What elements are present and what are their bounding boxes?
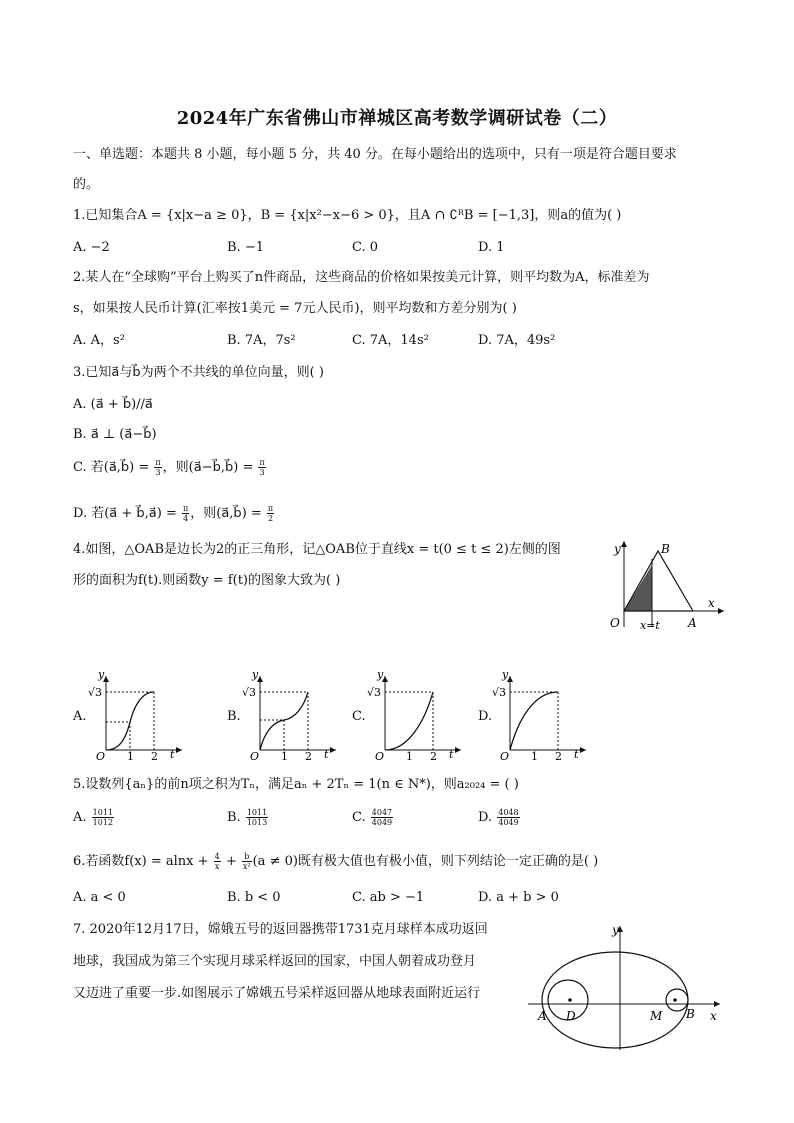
fraction-pi-3: $\frac{\pi}{3}$	[155, 458, 161, 477]
q1-option-b[interactable]: B. −1	[227, 240, 264, 255]
question-7-stem: 7. 2020年12月17日，嫦娥五号的返回器携带1731克月球样本成功返回	[73, 922, 488, 937]
q4-graph-d[interactable]	[490, 670, 590, 760]
q3-d-middle: ，则(a⃗,b⃗) =	[190, 506, 266, 521]
svg-text:O: O	[500, 750, 510, 760]
q3-option-d[interactable]	[73, 504, 275, 523]
moon-circle	[666, 989, 688, 1011]
q3-option-c[interactable]	[73, 458, 267, 477]
question-4-stem: 4.如图，△OAB是边长为2的正三角形，记△OAB位于直线x = t(0 ≤ t ≤ 2)左侧的图	[73, 542, 561, 557]
question-2-stem: 2.某人在“全球购”平台上购买了n件商品，这些商品的价格如果按美元计算，则平均数为A，标准差为	[73, 270, 650, 285]
svg-text:1: 1	[127, 750, 134, 760]
q4-option-a-label[interactable]: A.	[73, 709, 87, 724]
q4-option-c-label[interactable]: C.	[352, 709, 366, 724]
q1-option-d[interactable]: D. 1	[478, 240, 505, 255]
svg-text:y: y	[612, 923, 619, 937]
triangle-figure	[600, 535, 730, 635]
svg-text:M: M	[650, 1009, 663, 1023]
page-title: 2024年广东省佛山市禅城区高考数学调研试卷（二）	[176, 108, 618, 129]
svg-text:O: O	[96, 750, 106, 760]
curve-a	[106, 692, 154, 750]
fig-y-label: y	[614, 542, 621, 556]
question-7-stem-cont: 地球，我国成为第三个实现月球采样返回的国家，中国人朝着成功登月	[73, 954, 477, 969]
svg-text:y: y	[98, 670, 105, 681]
fig-a-label: A	[688, 616, 697, 630]
fig-b-label: B	[661, 542, 670, 556]
svg-text:√3: √3	[367, 686, 382, 699]
svg-text:y: y	[377, 670, 384, 681]
svg-text:t: t	[170, 748, 175, 760]
x-arrow-icon	[718, 608, 724, 614]
q2-option-c[interactable]: C. 7A，14s²	[352, 333, 429, 348]
svg-text:y: y	[502, 670, 509, 681]
q3-c-middle: ，则(a⃗−b⃗,b⃗) =	[162, 460, 258, 475]
section-instructions-cont: 的。	[73, 177, 100, 192]
question-2-stem-cont: s，如果按人民币计算(汇率按1美元 = 7元人民币)，则平均数和方差分别为( )	[73, 301, 517, 316]
svg-text:2: 2	[151, 750, 158, 760]
point-d	[568, 998, 572, 1002]
q1-option-c[interactable]: C. 0	[352, 240, 379, 255]
question-4-stem-cont: 形的面积为f(t).则函数y = f(t)的图象大致为( )	[73, 573, 341, 588]
svg-text:t: t	[449, 748, 454, 760]
question-3-stem: 3.已知a⃗与b⃗为两个不共线的单位向量，则( )	[73, 365, 324, 380]
svg-text:2: 2	[555, 750, 562, 760]
svg-text:O: O	[250, 750, 260, 760]
svg-text:1: 1	[531, 750, 538, 760]
svg-text:t: t	[324, 748, 329, 760]
svg-text:√3: √3	[492, 686, 507, 699]
q6-option-a[interactable]: A. a < 0	[73, 890, 126, 905]
q4-graph-b[interactable]	[240, 670, 340, 760]
svg-text:y: y	[252, 670, 259, 681]
q2-option-d[interactable]: D. 7A，49s²	[478, 333, 556, 348]
fraction-pi-2: $\frac{\pi}{2}$	[267, 504, 274, 523]
ellipse-orbit-figure	[520, 920, 730, 1055]
q4-graph-a[interactable]	[86, 670, 186, 760]
question-1-stem: 1.已知集合A = {x|x−a ≥ 0}，B = {x|x²−x−6 > 0}，且A ∩ ∁ᴿB = [−1,3]，则a的值为( )	[73, 208, 622, 223]
svg-text:D: D	[566, 1009, 576, 1023]
q2-option-a[interactable]: A. A，s²	[73, 333, 125, 348]
y-arrow-icon	[621, 541, 627, 547]
q5-option-a[interactable]: A. $\frac{1011}{1012}$	[73, 808, 114, 827]
q6-option-d[interactable]: D. a + b > 0	[478, 890, 559, 905]
svg-text:B: B	[686, 1007, 695, 1021]
q2-option-b[interactable]: B. 7A，7s²	[227, 333, 296, 348]
q5-option-d[interactable]: D. $\frac{4048}{4049}$	[478, 808, 519, 827]
q1-option-a[interactable]: A. −2	[73, 240, 110, 255]
q5-option-c[interactable]: C. $\frac{4047}{4049}$	[352, 808, 393, 827]
q3-option-b[interactable]: B. a⃗ ⊥ (a⃗−b⃗)	[73, 427, 157, 442]
curve-c	[385, 692, 433, 750]
svg-text:t: t	[574, 748, 579, 760]
q5-option-b[interactable]: B. $\frac{1011}{1013}$	[227, 808, 268, 827]
svg-text:x: x	[710, 1009, 717, 1023]
question-7-stem-cont2: 又迈进了重要一步.如图展示了嫦娥五号采样返回器从地球表面附近运行	[73, 986, 481, 1001]
curve-d	[510, 692, 558, 750]
svg-text:√3: √3	[242, 686, 257, 699]
svg-text:1: 1	[281, 750, 288, 760]
fraction-pi-3-b: $\frac{\pi}{3}$	[259, 458, 265, 477]
fig-x-label: x	[708, 596, 715, 610]
q4-option-d-label[interactable]: D.	[478, 709, 493, 724]
q3-d-prefix: D. 若(a⃗ + b⃗,a⃗) =	[73, 506, 181, 521]
q3-option-a[interactable]: A. (a⃗ + b⃗)//a⃗	[73, 397, 153, 412]
section-instructions: 一、单选题：本题共 8 小题，每小题 5 分，共 40 分。在每小题给出的选项中，只有一项是符合题目要求	[73, 147, 677, 162]
q3-c-prefix: C. 若(a⃗,b⃗) =	[73, 460, 154, 475]
fraction-pi-4: $\frac{\pi}{4}$	[183, 504, 189, 523]
svg-text:1: 1	[406, 750, 413, 760]
q4-option-b-label[interactable]: B.	[227, 709, 241, 724]
point-m	[673, 998, 677, 1002]
q6-option-b[interactable]: B. b < 0	[227, 890, 281, 905]
q4-graph-c[interactable]	[365, 670, 465, 760]
question-5-stem: 5.设数列{aₙ}的前n项之积为Tₙ，满足aₙ + 2Tₙ = 1(n ∈ N*)，则a₂₀₂₄ = ( )	[73, 777, 519, 792]
fig-xt-label: x=t	[640, 619, 660, 632]
svg-text:2: 2	[305, 750, 312, 760]
question-6-stem: 6.若函数f(x) = alnx + $\frac{4}{x}$ + $\frac{b}{\text{x²}}$ (a ≠ 0)既有极大值也有极小值，则下列结论一定正确的是( )	[73, 852, 599, 871]
svg-text:√3: √3	[88, 686, 103, 699]
fig-o-label: O	[610, 616, 620, 630]
x-arrow-icon	[714, 1001, 720, 1007]
svg-text:O: O	[375, 750, 385, 760]
svg-text:2: 2	[430, 750, 437, 760]
svg-text:A: A	[538, 1009, 547, 1023]
q6-option-c[interactable]: C. ab > −1	[352, 890, 425, 905]
